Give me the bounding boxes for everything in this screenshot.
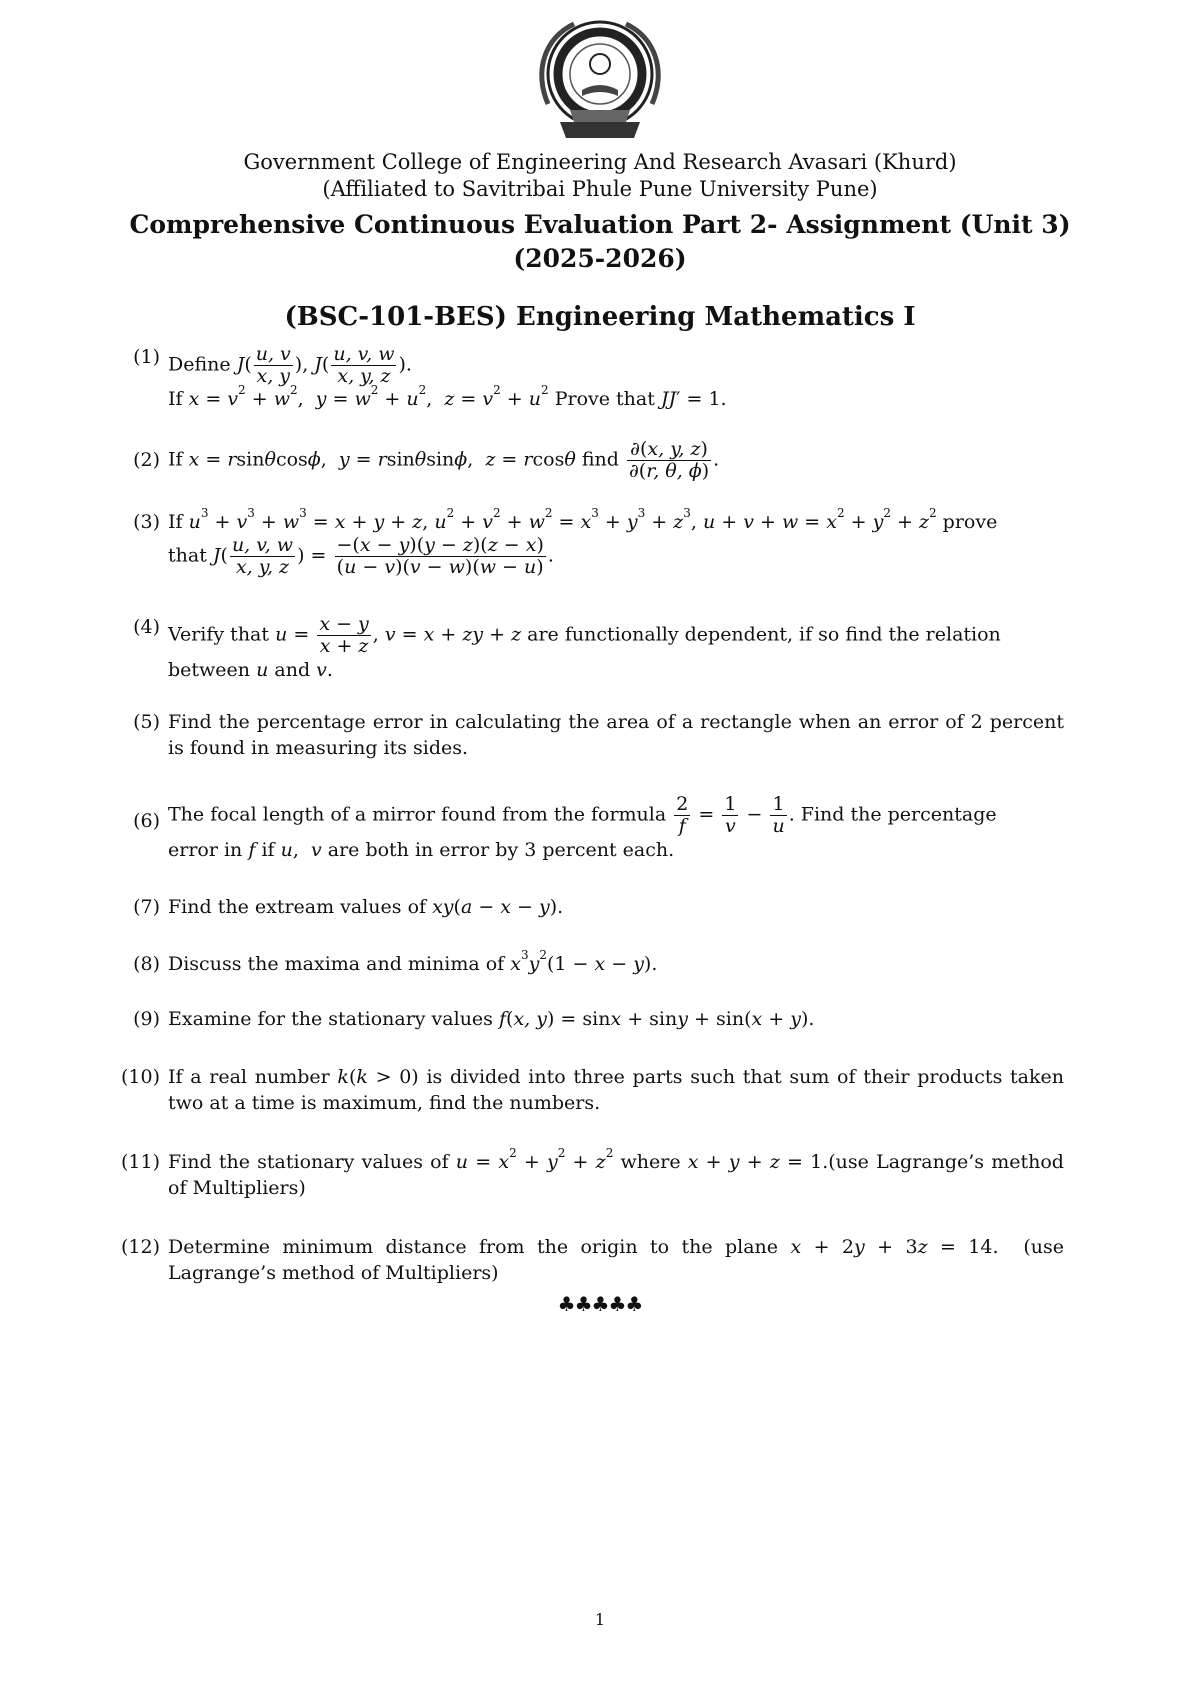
question-3: (3) If $u^3 + v^3 + w^3 = x + y + z$, $u^2 + v^2 + w^2 = x^3 + y^3 + z^3$, $u + v + w = x^2 + y^2 + z^2$ prove that J( $\frac{u, v, w}{x, y, z}$ ) = $\frac{-(x - y)(y - z)(z - x)}{(u - v)(v - w)(w - u)}$ . (114, 509, 1064, 578)
page-number: 1 (594, 1610, 606, 1629)
question-5 (114, 709, 1064, 761)
question-text: Find the percentage error in calculating the area of a rectangle when an error of 2 percent is found in measuring its sides. (168, 711, 1064, 759)
question-number: (2) (133, 449, 160, 471)
question-number: (3) (133, 511, 160, 533)
question-1: (1) Define J( $\frac{u, v}{x, y}$ ), J( $\frac{u, v, w}{x, y, z}$ ). If $x = v^2 + w^2$, $y = w^2 + u^2$, $z = v^2 + u^2$ Prove that JJ′ = 1. (114, 344, 1064, 412)
question-9: (9) Examine for the stationary values f(x, y) = sinx + siny + sin(x + y). (114, 1006, 1064, 1032)
question-4: (4) Verify that u = $\frac{x - y}{x + z}$ , v = x + zy + z are functionally dependent, if so find the relation between u and v. (114, 614, 1064, 683)
question-number: (10) (120, 1066, 160, 1088)
question-2: (2) If x = rsinθcosϕ, y = rsinθsinϕ, z = rcosθ find $\frac{\partial(x, y, z)}{\partial(r, \theta, \phi)}$ . (114, 439, 1064, 482)
question-10: (10) If a real number k(k > 0) is divided into three parts such that sum of their products taken two at a time is maximum, find the numbers. (114, 1064, 1064, 1116)
question-number: (8) (133, 953, 160, 975)
question-number: (6) (133, 810, 160, 832)
question-number: (1) (133, 346, 160, 368)
question-8: (8) Discuss the maxima and minima of $x^3y^2(1 - x - y)$. (114, 951, 1064, 977)
academic-year: (2025-2026) (513, 244, 687, 273)
question-6: (6) The focal length of a mirror found from the formula $\frac{2}{f}$ = $\frac{1}{v}$ − $\frac{1}{u}$ . Find the percentage error in f if u, v are both in error by 3 percent each. (114, 794, 1064, 863)
question-11: (11) Find the stationary values of $u = x^2 + y^2 + z^2$ where x + y + z = 1.(use Lagrange’s method of Multipliers) (114, 1149, 1064, 1201)
course-title: (BSC-101-BES) Engineering Mathematics I (284, 302, 916, 332)
college-seal-logo (530, 12, 670, 152)
question-number: (7) (133, 896, 160, 918)
question-7: (7) Find the extream values of xy(a − x − y). (114, 894, 1064, 920)
assignment-title: Comprehensive Continuous Evaluation Part 2- Assignment (Unit 3) (129, 210, 1071, 239)
end-of-questions-mark: ♣♣♣♣♣ (557, 1292, 643, 1316)
question-number: (11) (120, 1151, 160, 1173)
college-name: Government College of Engineering And Research Avasari (Khurd) (243, 150, 957, 174)
question-number: (12) (120, 1236, 160, 1258)
question-number: (9) (133, 1008, 160, 1030)
question-number: (5) (133, 711, 160, 733)
question-12: (12) Determine minimum distance from the origin to the plane x + 2y + 3z = 14. (use Lagrange’s method of Multipliers) (114, 1234, 1064, 1286)
affiliation: (Affiliated to Savitribai Phule Pune University Pune) (322, 177, 878, 201)
question-number: (4) (133, 616, 160, 638)
